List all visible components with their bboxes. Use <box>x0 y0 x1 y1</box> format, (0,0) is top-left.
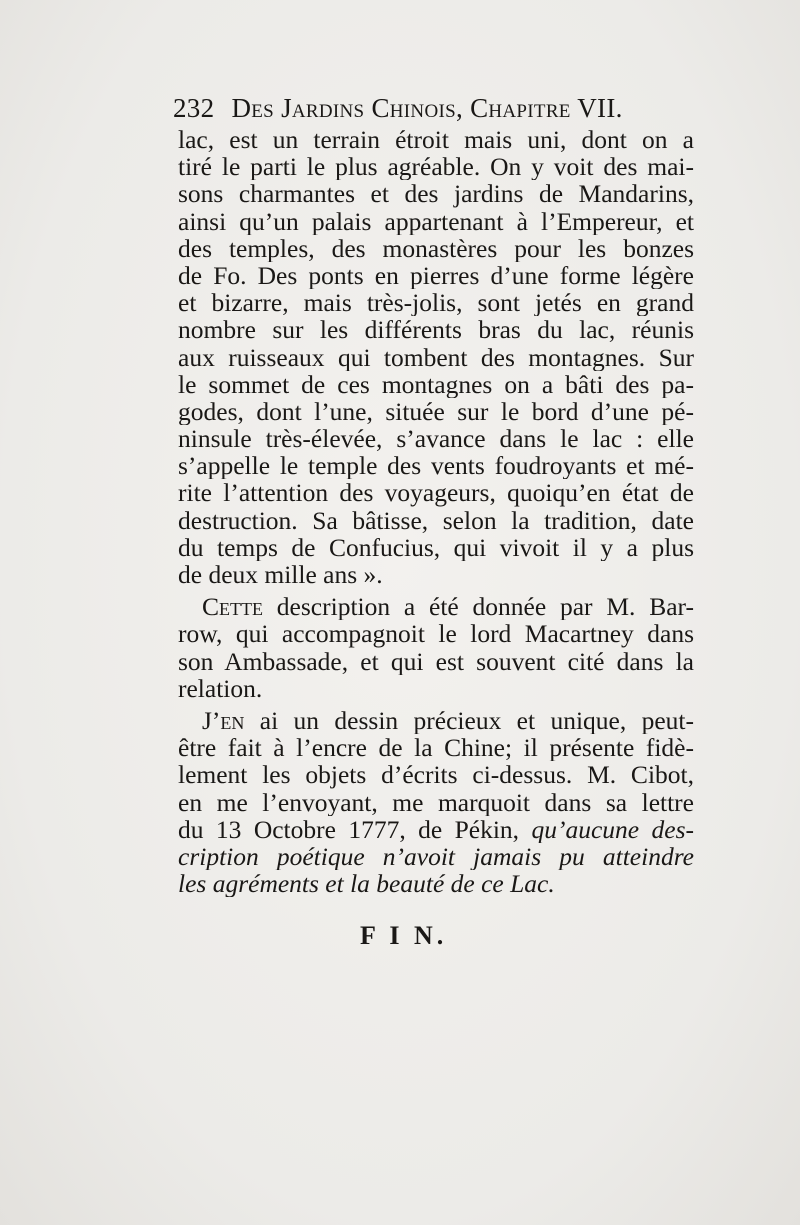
text-line: lement les objets d’écrits ci-dessus. M. Cibot, <box>178 761 694 789</box>
body-text <box>178 126 694 897</box>
italic-quote: les agréments et la beauté de ce Lac. <box>178 870 555 898</box>
text-line: ninsule très-élevée, s’avance dans le lac : elle <box>178 425 694 453</box>
italic-quote: qu’aucune des- <box>531 815 694 843</box>
text-line <box>178 816 694 843</box>
text-line: de Fo. Des ponts en pierres d’une forme légère <box>178 261 694 290</box>
text-run: description a été donnée par M. Bar- <box>263 593 694 621</box>
paragraph-opening-line <box>178 707 694 734</box>
italic-quote: cription poétique n’avoit jamais pu atteindre <box>178 842 694 871</box>
text-line: s’appelle le temple des vents foudroyants et mé- <box>178 452 694 480</box>
text-line: sons charmantes et des jardins de Mandarins, <box>178 180 694 208</box>
text-line: row, qui accompagnoit le lord Macartney dans <box>178 620 694 648</box>
text-line: nombre sur les différents bras du lac, réunis <box>178 316 694 344</box>
text-line: aux ruisseaux qui tombent des montagnes. Sur <box>178 343 694 371</box>
text-line: rite l’attention des voyageurs, quoiqu’en état de <box>178 479 694 507</box>
text-line <box>178 870 694 897</box>
text-line: ainsi qu’un palais appartenant à l’Empereur, et <box>178 207 694 235</box>
text-line: lac, est un terrain étroit mais uni, dont on a <box>178 126 694 154</box>
header-title: Des Jardins Chinois, Chapitre VII. <box>231 93 623 123</box>
lead-word: Cette <box>202 593 263 621</box>
page-number: 232 <box>173 93 215 123</box>
text-line: le sommet de ces montagnes on a bâti des pa- <box>178 370 694 398</box>
lead-word: J’en <box>202 706 245 735</box>
text-line <box>178 843 694 870</box>
text-run: ai un dessin précieux et unique, peut- <box>244 706 694 735</box>
end-mark: F I N. <box>360 921 448 950</box>
text-line: destruction. Sa bâtisse, selon la tradition, date <box>178 506 694 534</box>
text-line: relation. <box>178 674 263 702</box>
text-line: du temps de Confucius, qui vivoit il y a plus <box>178 533 694 561</box>
paragraph-opening-line <box>178 593 694 620</box>
text-run: du 13 Octobre 1777, de Pékin, <box>178 815 532 843</box>
text-line: des temples, des monastères pour les bonzes <box>178 234 694 262</box>
text-line: tiré le parti le plus agréable. On y voit des mai- <box>178 153 694 181</box>
text-line: son Ambassade, et qui est souvent cité dans la <box>178 647 694 675</box>
text-line: et bizarre, mais très-jolis, sont jetés en grand <box>178 289 694 317</box>
text-line: godes, dont l’une, située sur le bord d’une pé- <box>178 397 694 426</box>
text-line: être fait à l’encre de la Chine; il présente fidè- <box>178 734 694 762</box>
running-header <box>173 90 693 126</box>
text-line: en me l’envoyant, me marquoit dans sa lettre <box>178 788 694 816</box>
text-line: de deux mille ans ». <box>178 561 383 589</box>
